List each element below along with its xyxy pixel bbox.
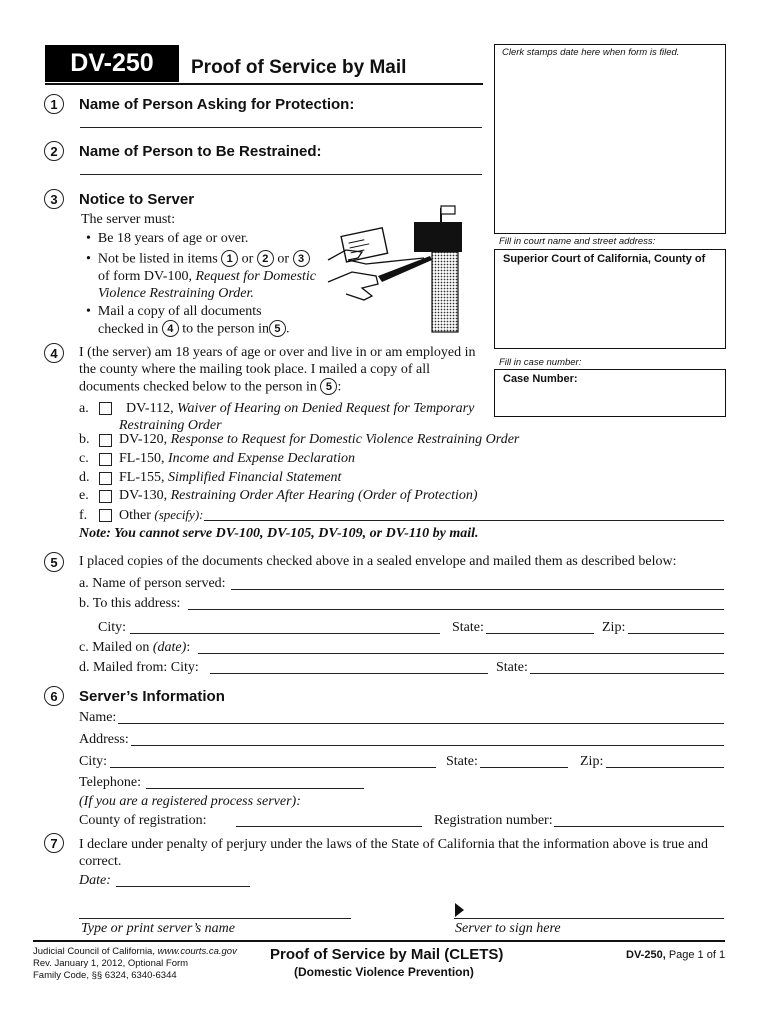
flag-icon	[441, 206, 455, 214]
registration-number-field[interactable]	[554, 826, 724, 827]
county-registration-label: County of registration:	[79, 813, 207, 828]
section-5-number: 5	[44, 552, 64, 572]
mailed-on-field[interactable]	[198, 653, 724, 654]
doc-item-c: c. FL-150, Income and Expense Declaration	[79, 451, 355, 466]
person-served-label: a. Name of person served:	[79, 576, 226, 591]
section-6-number: 6	[44, 686, 64, 706]
section-7-number: 7	[44, 833, 64, 853]
checkbox-dv112[interactable]	[99, 402, 112, 415]
zip-label: Zip:	[602, 620, 626, 635]
doc-item-e: e. DV-130, Restraining Order After Hearing (Order of Protection)	[79, 488, 478, 503]
server-printed-name-field[interactable]	[79, 918, 351, 919]
form-id-badge	[45, 45, 179, 82]
protected-person-name-field[interactable]	[80, 127, 482, 128]
server-city-field[interactable]	[110, 767, 436, 768]
declaration-text: I declare under penalty of perjury under the laws of the State of California that the information above is true and correct.	[79, 837, 709, 869]
registered-server-note: (If you are a registered process server):	[79, 794, 301, 809]
date-label: Date:	[79, 873, 111, 888]
doc-item-f: f. Other (specify):	[79, 507, 204, 523]
footer-title: Proof of Service by Mail (CLETS)	[270, 946, 504, 963]
case-number-label: Case Number:	[503, 373, 578, 385]
checkbox-fl150[interactable]	[99, 453, 112, 466]
sign-here-arrow-icon	[455, 903, 464, 917]
section-2-number: 2	[44, 141, 64, 161]
server-req-not-listed: • Not be listed in items 1 or 2 or 3 of form DV-100, Request for Domestic Violence Restraining Order.	[86, 251, 317, 301]
city-label: City:	[98, 620, 127, 635]
footer-rule	[33, 940, 725, 942]
state-label: State:	[452, 620, 484, 635]
city-field[interactable]	[130, 633, 440, 634]
registration-number-label: Registration number:	[434, 813, 553, 828]
section-1-number: 1	[44, 94, 64, 114]
section-4-statement: I (the server) am 18 years of age or over and live in or am employed in the county where the mailing took place. I mailed a copy of all documents checked below to the person in 5 :	[79, 345, 476, 395]
section-4-number: 4	[44, 343, 64, 363]
signature-caption: Server to sign here	[455, 921, 561, 936]
server-telephone-label: Telephone:	[79, 775, 141, 790]
server-signature-field[interactable]	[454, 918, 724, 919]
address-field[interactable]	[188, 609, 724, 610]
county-registration-field[interactable]	[236, 826, 422, 827]
mailed-from-label: d. Mailed from: City:	[79, 660, 199, 675]
server-zip-field[interactable]	[606, 767, 724, 768]
doc-item-a: a. DV-112, Waiver of Hearing on Denied Request for Temporary Restraining Order	[79, 401, 475, 433]
mail-restriction-note: Note: You cannot serve DV-100, DV-105, DV-109, or DV-110 by mail.	[79, 526, 479, 541]
address-label: b. To this address:	[79, 596, 181, 611]
mailed-from-state-label: State:	[496, 660, 528, 675]
clerk-stamp-box	[494, 44, 726, 234]
server-req-mail: • Mail a copy of all documents checked in 4 to the person in 5 .	[86, 304, 290, 337]
server-address-field[interactable]	[131, 745, 724, 746]
form-id: DV-250	[70, 49, 154, 77]
server-name-field[interactable]	[118, 723, 724, 724]
doc-item-d: d. FL-155, Simplified Financial Statement	[79, 470, 342, 485]
server-city-label: City:	[79, 754, 108, 769]
checkbox-fl155[interactable]	[99, 472, 112, 485]
section-5-statement: I placed copies of the documents checked above in a sealed envelope and mailed them as described below:	[79, 554, 677, 569]
server-address-label: Address:	[79, 732, 129, 747]
state-field[interactable]	[486, 633, 594, 634]
case-hint: Fill in case number:	[499, 357, 582, 368]
post-icon	[432, 252, 458, 332]
server-zip-label: Zip:	[580, 754, 604, 769]
printed-name-caption: Type or print server’s name	[81, 921, 235, 936]
court-hint: Fill in court name and street address:	[499, 236, 656, 247]
mailbox-icon	[414, 222, 462, 252]
zip-field[interactable]	[628, 633, 724, 634]
server-name-label: Name:	[79, 710, 117, 725]
doc-item-b: b. DV-120, Response to Request for Domestic Violence Restraining Order	[79, 432, 520, 447]
footer-page-info: DV-250, Page 1 of 1	[626, 949, 726, 961]
date-field[interactable]	[116, 886, 250, 887]
server-state-label: State:	[446, 754, 478, 769]
footer-subtitle: (Domestic Violence Prevention)	[294, 965, 474, 979]
checkbox-dv120[interactable]	[99, 434, 112, 447]
server-req-age: • Be 18 years of age or over.	[86, 231, 249, 246]
restrained-person-name-field[interactable]	[80, 174, 482, 175]
header-rule	[45, 83, 483, 85]
server-telephone-field[interactable]	[146, 788, 364, 789]
mailed-from-state-field[interactable]	[530, 673, 724, 674]
server-must-intro: The server must:	[81, 212, 176, 227]
person-served-field[interactable]	[231, 589, 724, 590]
section-3-number: 3	[44, 189, 64, 209]
section-3-title: Notice to Server	[79, 191, 195, 208]
checkbox-other[interactable]	[99, 509, 112, 522]
section-2-title: Name of Person to Be Restrained:	[79, 143, 322, 160]
checkbox-dv130[interactable]	[99, 490, 112, 503]
form-title: Proof of Service by Mail	[191, 57, 407, 78]
bullet: •	[86, 231, 98, 246]
mailed-from-city-field[interactable]	[210, 673, 488, 674]
footer-publisher: Judicial Council of California, www.courts.ca.gov Rev. January 1, 2012, Optional Form Family Code, §§ 6324, 6340-6344	[33, 946, 237, 981]
clerk-stamp-note: Clerk stamps date here when form is filed.	[502, 47, 680, 58]
mailed-on-label: c. Mailed on (date):	[79, 640, 191, 655]
other-specify-field[interactable]	[204, 520, 724, 521]
court-label: Superior Court of California, County of	[503, 253, 706, 265]
server-state-field[interactable]	[480, 767, 568, 768]
mailbox-illustration	[326, 200, 471, 335]
section-6-title: Server’s Information	[79, 688, 225, 705]
section-1-title: Name of Person Asking for Protection:	[79, 96, 355, 113]
